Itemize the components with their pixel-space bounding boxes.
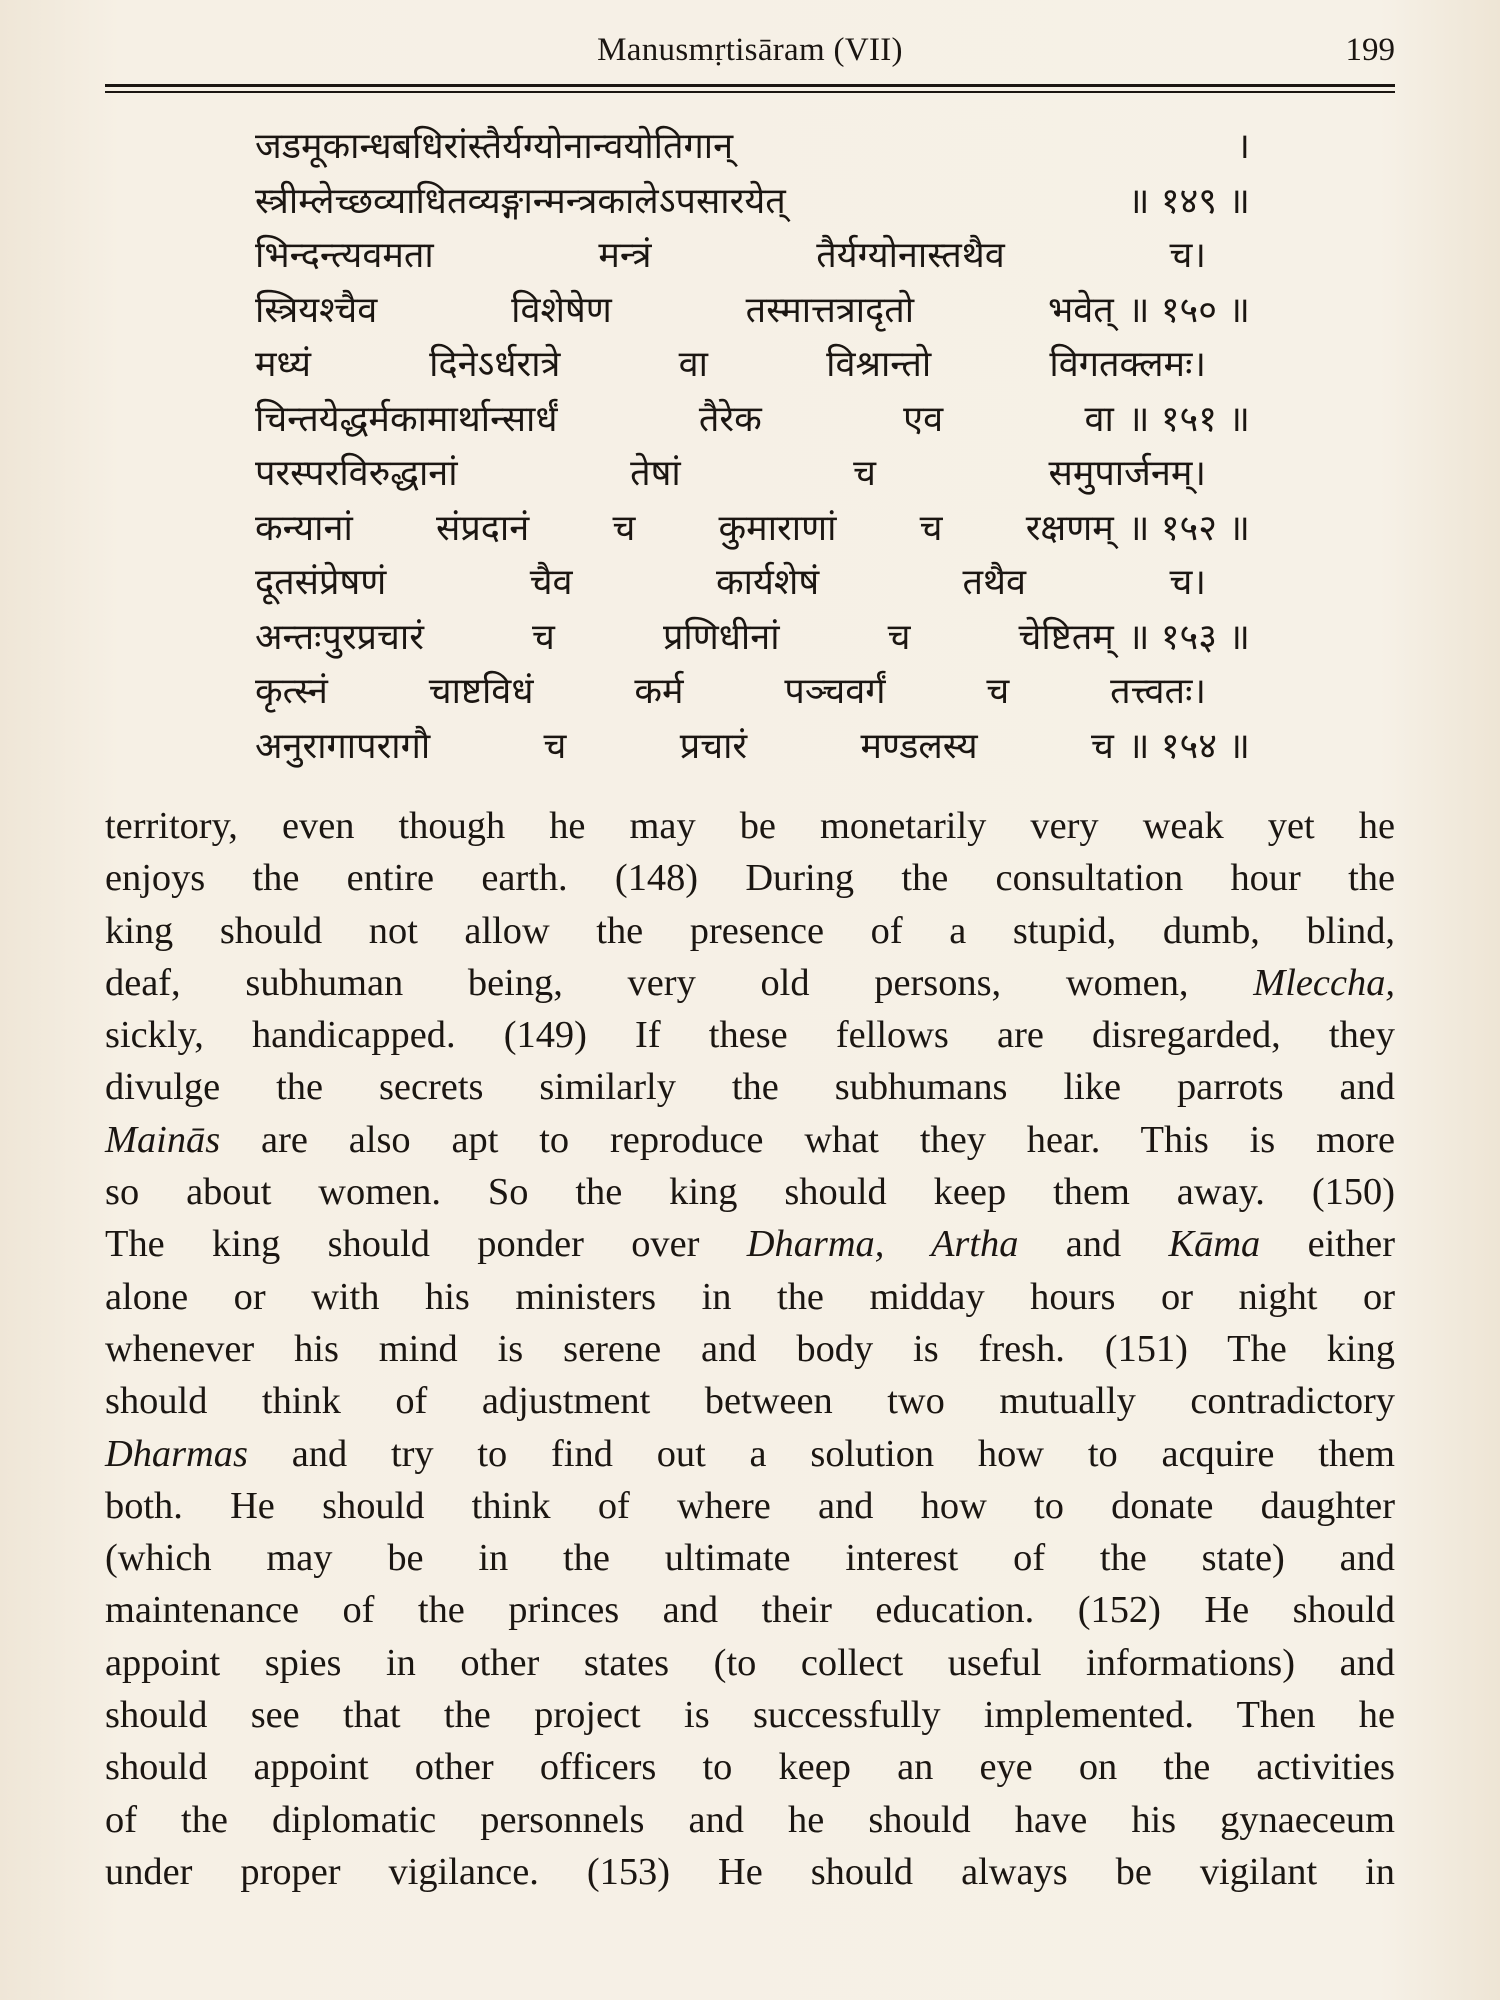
page-header bbox=[105, 30, 1395, 80]
text-segment: enjoys the entire earth. (148) During the consultation hour the bbox=[105, 857, 1395, 900]
verse-text: कन्यानां संप्रदानं च कुमाराणां च रक्षणम् bbox=[255, 507, 1114, 549]
text-segment: are also apt to reproduce what they hear. This is more bbox=[220, 1118, 1395, 1161]
text-line bbox=[105, 800, 1395, 852]
text-line bbox=[105, 1480, 1395, 1532]
text-line bbox=[105, 1323, 1395, 1375]
text-segment: and bbox=[1018, 1223, 1169, 1266]
italic-term: Dharmas bbox=[105, 1432, 248, 1475]
text-segment: maintenance of the princes and their education. (152) He should bbox=[105, 1589, 1395, 1632]
text-line bbox=[105, 957, 1395, 1009]
verse-line bbox=[255, 393, 1250, 448]
text-line bbox=[105, 1584, 1395, 1636]
text-segment: The king should ponder over bbox=[105, 1223, 747, 1266]
text-line bbox=[105, 1166, 1395, 1218]
verse-line bbox=[255, 502, 1250, 557]
verse-line bbox=[255, 611, 1250, 666]
page-number: 199 bbox=[1345, 32, 1395, 68]
text-line bbox=[105, 1218, 1395, 1270]
text-line bbox=[105, 1637, 1395, 1689]
verse-text: चिन्तयेद्धर्मकामार्थान्सार्धं तैरेक एव वा bbox=[255, 398, 1114, 440]
verse-text: दूतसंप्रेषणं चैव कार्यशेषं तथैव च। bbox=[255, 562, 1206, 603]
text-segment: so about women. So the king should keep them away. (150) bbox=[105, 1171, 1395, 1214]
text-segment: should appoint other officers to keep an eye on the activities bbox=[105, 1746, 1395, 1789]
italic-term: Dharma, Artha bbox=[746, 1223, 1019, 1266]
verse-line bbox=[255, 284, 1250, 339]
verse-line bbox=[255, 447, 1250, 502]
text-line bbox=[105, 1532, 1395, 1584]
text-line bbox=[105, 1794, 1395, 1846]
verse-line bbox=[255, 120, 1250, 175]
text-line bbox=[105, 1375, 1395, 1427]
text-segment: king should not allow the presence of a stupid, dumb, blind, bbox=[105, 909, 1395, 952]
text-segment: should see that the project is successfully implemented. Then he bbox=[105, 1694, 1395, 1737]
text-segment: sickly, handicapped. (149) If these fellows are disregarded, they bbox=[105, 1014, 1395, 1057]
verse-number: ॥ १५४ ॥ bbox=[1127, 725, 1250, 767]
text-line bbox=[105, 1428, 1395, 1480]
verse-number: ॥ १५२ ॥ bbox=[1127, 507, 1250, 549]
italic-term: Mleccha, bbox=[1253, 961, 1395, 1004]
text-segment: of the diplomatic personnels and he should have his gynaeceum bbox=[105, 1798, 1395, 1841]
text-segment: whenever his mind is serene and body is fresh. (151) The king bbox=[105, 1327, 1395, 1370]
verse-number: ॥ १५० ॥ bbox=[1127, 289, 1250, 331]
text-line bbox=[105, 1741, 1395, 1793]
text-line bbox=[105, 1689, 1395, 1741]
text-segment: divulge the secrets similarly the subhumans like parrots and bbox=[105, 1066, 1395, 1109]
verse-line bbox=[255, 229, 1250, 284]
running-title: Manusmṛtisāram (VII) bbox=[597, 32, 903, 68]
verse-text: मध्यं दिनेऽर्धरात्रे वा विश्रान्तो विगतक्लमः। bbox=[255, 344, 1206, 385]
text-line bbox=[105, 1061, 1395, 1113]
text-segment: under proper vigilance. (153) He should always be vigilant in bbox=[105, 1850, 1395, 1893]
text-segment: either bbox=[1260, 1223, 1395, 1266]
italic-term: Kāma bbox=[1168, 1223, 1261, 1266]
verse-number: ॥ १५३ ॥ bbox=[1127, 616, 1250, 658]
text-segment: (which may be in the ultimate interest of the state) and bbox=[105, 1537, 1395, 1580]
verse-text: अन्तःपुरप्रचारं च प्रणिधीनां च चेष्टितम् bbox=[255, 616, 1114, 658]
sanskrit-verses bbox=[255, 120, 1250, 774]
verse-line bbox=[255, 556, 1250, 611]
verse-text: परस्परविरुद्धानां तेषां च समुपार्जनम्। bbox=[255, 453, 1206, 494]
text-segment: appoint spies in other states (to collect useful informations) and bbox=[105, 1641, 1395, 1684]
verse-line bbox=[255, 338, 1250, 393]
verse-number: ॥ १४९ ॥ bbox=[1127, 180, 1250, 222]
text-line bbox=[105, 1846, 1395, 1898]
text-line bbox=[105, 1009, 1395, 1061]
italic-term: Mainās bbox=[105, 1118, 221, 1161]
text-segment: should think of adjustment between two mutually contradictory bbox=[105, 1380, 1395, 1423]
text-segment: alone or with his ministers in the midday hours or night or bbox=[105, 1275, 1395, 1318]
header-rule-thick bbox=[105, 84, 1395, 87]
text-segment: and try to find out a solution how to acquire them bbox=[247, 1432, 1395, 1475]
text-line bbox=[105, 905, 1395, 957]
verse-line bbox=[255, 175, 1250, 230]
translation-text bbox=[105, 800, 1395, 1898]
text-segment: territory, even though he may be monetarily very weak yet he bbox=[105, 805, 1395, 847]
verse-text: भिन्दन्त्यवमता मन्त्रं तैर्यग्योनास्तथैव च। bbox=[255, 235, 1206, 276]
text-line bbox=[105, 852, 1395, 904]
text-line bbox=[105, 1271, 1395, 1323]
verse-number: ॥ १५१ ॥ bbox=[1127, 398, 1250, 440]
verse-number: । bbox=[1236, 126, 1250, 167]
text-segment: both. He should think of where and how to donate daughter bbox=[105, 1484, 1395, 1527]
verse-text: कृत्स्नं चाष्टविधं कर्म पञ्चवर्गं च तत्त्वतः। bbox=[255, 671, 1206, 712]
verse-line bbox=[255, 720, 1250, 775]
header-rule-thin bbox=[105, 91, 1395, 93]
text-segment: deaf, subhuman being, very old persons, women, bbox=[105, 961, 1254, 1004]
verse-text: अनुरागापरागौ च प्रचारं मण्डलस्य च bbox=[255, 725, 1114, 767]
verse-text: स्त्रीम्लेच्छव्याधितव्यङ्गान्मन्त्रकालेऽपसारयेत् bbox=[255, 180, 786, 222]
verse-text: जडमूकान्धबधिरांस्तैर्यग्योनान्वयोतिगान् bbox=[255, 126, 734, 167]
verse-text: स्त्रियश्चैव विशेषेण तस्मात्तत्रादृतो भवेत् bbox=[255, 289, 1114, 331]
verse-line bbox=[255, 665, 1250, 720]
text-line bbox=[105, 1114, 1395, 1166]
